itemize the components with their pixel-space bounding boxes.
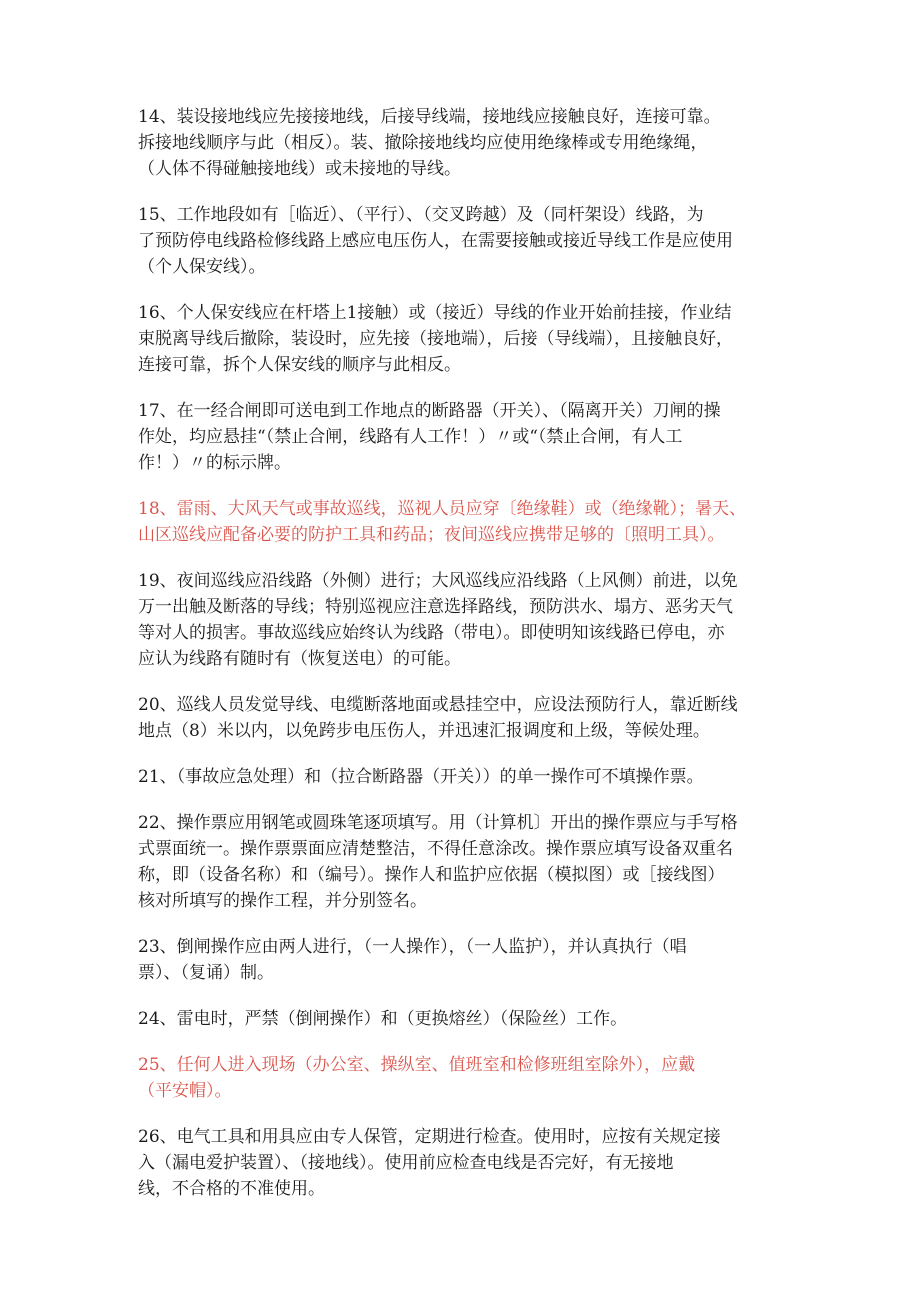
paragraph-line: 15、工作地段如有［临近）、（平行）、（交叉跨越）及（同杆架设）线路，为 (138, 205, 704, 225)
paragraph-line: 21、（事故应急处理）和（拉合断路器（开关））的单一操作可不填操作票。 (138, 767, 704, 787)
paragraph-item-23 (138, 934, 800, 986)
paragraph-line: 山区巡线应配备必要的防护工具和药品；夜间巡线应携带足够的〔照明工具）。 (138, 525, 725, 545)
paragraph-line: 万一出触及断落的导线；特别巡视应注意选择路线，预防洪水、塌方、恶劣天气 (138, 597, 733, 617)
paragraph-line: 18、雷雨、大风天气或事故巡线，巡视人员应穿〔绝缘鞋）或（绝缘靴）；暑天、 (138, 499, 747, 519)
paragraph-line: 线，不合格的不准使用。 (138, 1179, 325, 1199)
paragraph-line: 称，即（设备名称）和（编号）。操作人和监护应依据（模拟图）或［接线图） (138, 865, 725, 885)
paragraph-line: 22、操作票应用钢笔或圆珠笔逐项填写。用（计算机〕开出的操作票应与手写格 (138, 813, 738, 833)
paragraph-line: 16、个人保安线应在杆塔上1接触）或（接近）导线的作业开始前挂接，作业结 (138, 303, 732, 323)
paragraph-line: 作！）〃的标示牌。 (138, 453, 291, 473)
paragraph-line: （个人保安线）。 (138, 257, 266, 277)
paragraph-line: 式票面统一。操作票票面应清楚整洁，不得任意涂改。操作票应填写设备双重名 (138, 839, 733, 859)
paragraph-item-18 (138, 496, 800, 548)
paragraph-item-26 (138, 1124, 800, 1202)
paragraph-list (138, 104, 800, 1202)
paragraph-line: 17、在一经合闸即可送电到工作地点的断路器（开关）、（隔离开关）刀闸的操 (138, 401, 721, 421)
paragraph-line: 23、倒闸操作应由两人进行，（一人操作），（一人监护），并认真执行（唱 (138, 937, 687, 957)
paragraph-line: 拆接地线顺序与此（相反）。装、撤除接地线均应使用绝缘棒或专用绝缘绳， (138, 133, 708, 153)
paragraph-line: （平安帽）。 (138, 1081, 232, 1101)
paragraph-item-21 (138, 764, 800, 790)
paragraph-line: 26、电气工具和用具应由专人保管，定期进行检查。使用时，应按有关规定接 (138, 1127, 721, 1147)
paragraph-line: 作处，均应悬挂“（禁止合闸，线路有人工作！）〃或“（禁止合闸，有人工 (138, 427, 683, 447)
paragraph-item-24 (138, 1006, 800, 1032)
paragraph-item-22 (138, 810, 800, 914)
paragraph-item-14 (138, 104, 800, 182)
paragraph-line: 应认为线路有随时有（恢复送电）的可能。 (138, 649, 461, 669)
paragraph-item-20 (138, 692, 800, 744)
paragraph-item-19 (138, 568, 800, 672)
paragraph-line: 入（漏电爱护装置）、（接地线）。使用前应检查电线是否完好，有无接地 (138, 1153, 674, 1173)
paragraph-line: 票）、（复诵）制。 (138, 963, 274, 983)
paragraph-line: 等对人的损害。事故巡线应始终认为线路（带电）。即使明知该线路已停电，亦 (138, 623, 725, 643)
paragraph-item-17 (138, 398, 800, 476)
paragraph-line: 束脱离导线后撤除，装设时，应先接（接地端），后接（导线端），且接触良好， (138, 329, 733, 349)
paragraph-line: 19、夜间巡线应沿线路（外侧）进行；大风巡线应沿线路（上风侧）前进，以免 (138, 571, 738, 591)
paragraph-line: 地点（8）米以内，以免跨步电压伤人，并迅速汇报调度和上级，等候处理。 (138, 721, 710, 741)
paragraph-line: 25、任何人进入现场（办公室、操纵室、值班室和检修班组室除外），应戴 (138, 1055, 696, 1075)
paragraph-line: 14、装设接地线应先接接地线，后接导线端，接地线应接触良好，连接可靠。 (138, 107, 721, 127)
paragraph-item-15 (138, 202, 800, 280)
paragraph-item-16 (138, 300, 800, 378)
paragraph-item-25 (138, 1052, 800, 1104)
paragraph-line: 24、雷电时，严禁（倒闸操作）和（更换熔丝）（保险丝）工作。 (138, 1009, 628, 1029)
paragraph-line: 连接可靠，拆个人保安线的顺序与此相反。 (138, 355, 461, 375)
paragraph-line: 20、巡线人员发觉导线、电缆断落地面或悬挂空中，应设法预防行人，靠近断线 (138, 695, 738, 715)
paragraph-line: 了预防停电线路检修线路上感应电压伤人，在需要接触或接近导线工作是应使用 (138, 231, 733, 251)
paragraph-line: （人体不得碰触接地线）或未接地的导线。 (138, 159, 461, 179)
paragraph-line: 核对所填写的操作工程，并分别签名。 (138, 891, 427, 911)
